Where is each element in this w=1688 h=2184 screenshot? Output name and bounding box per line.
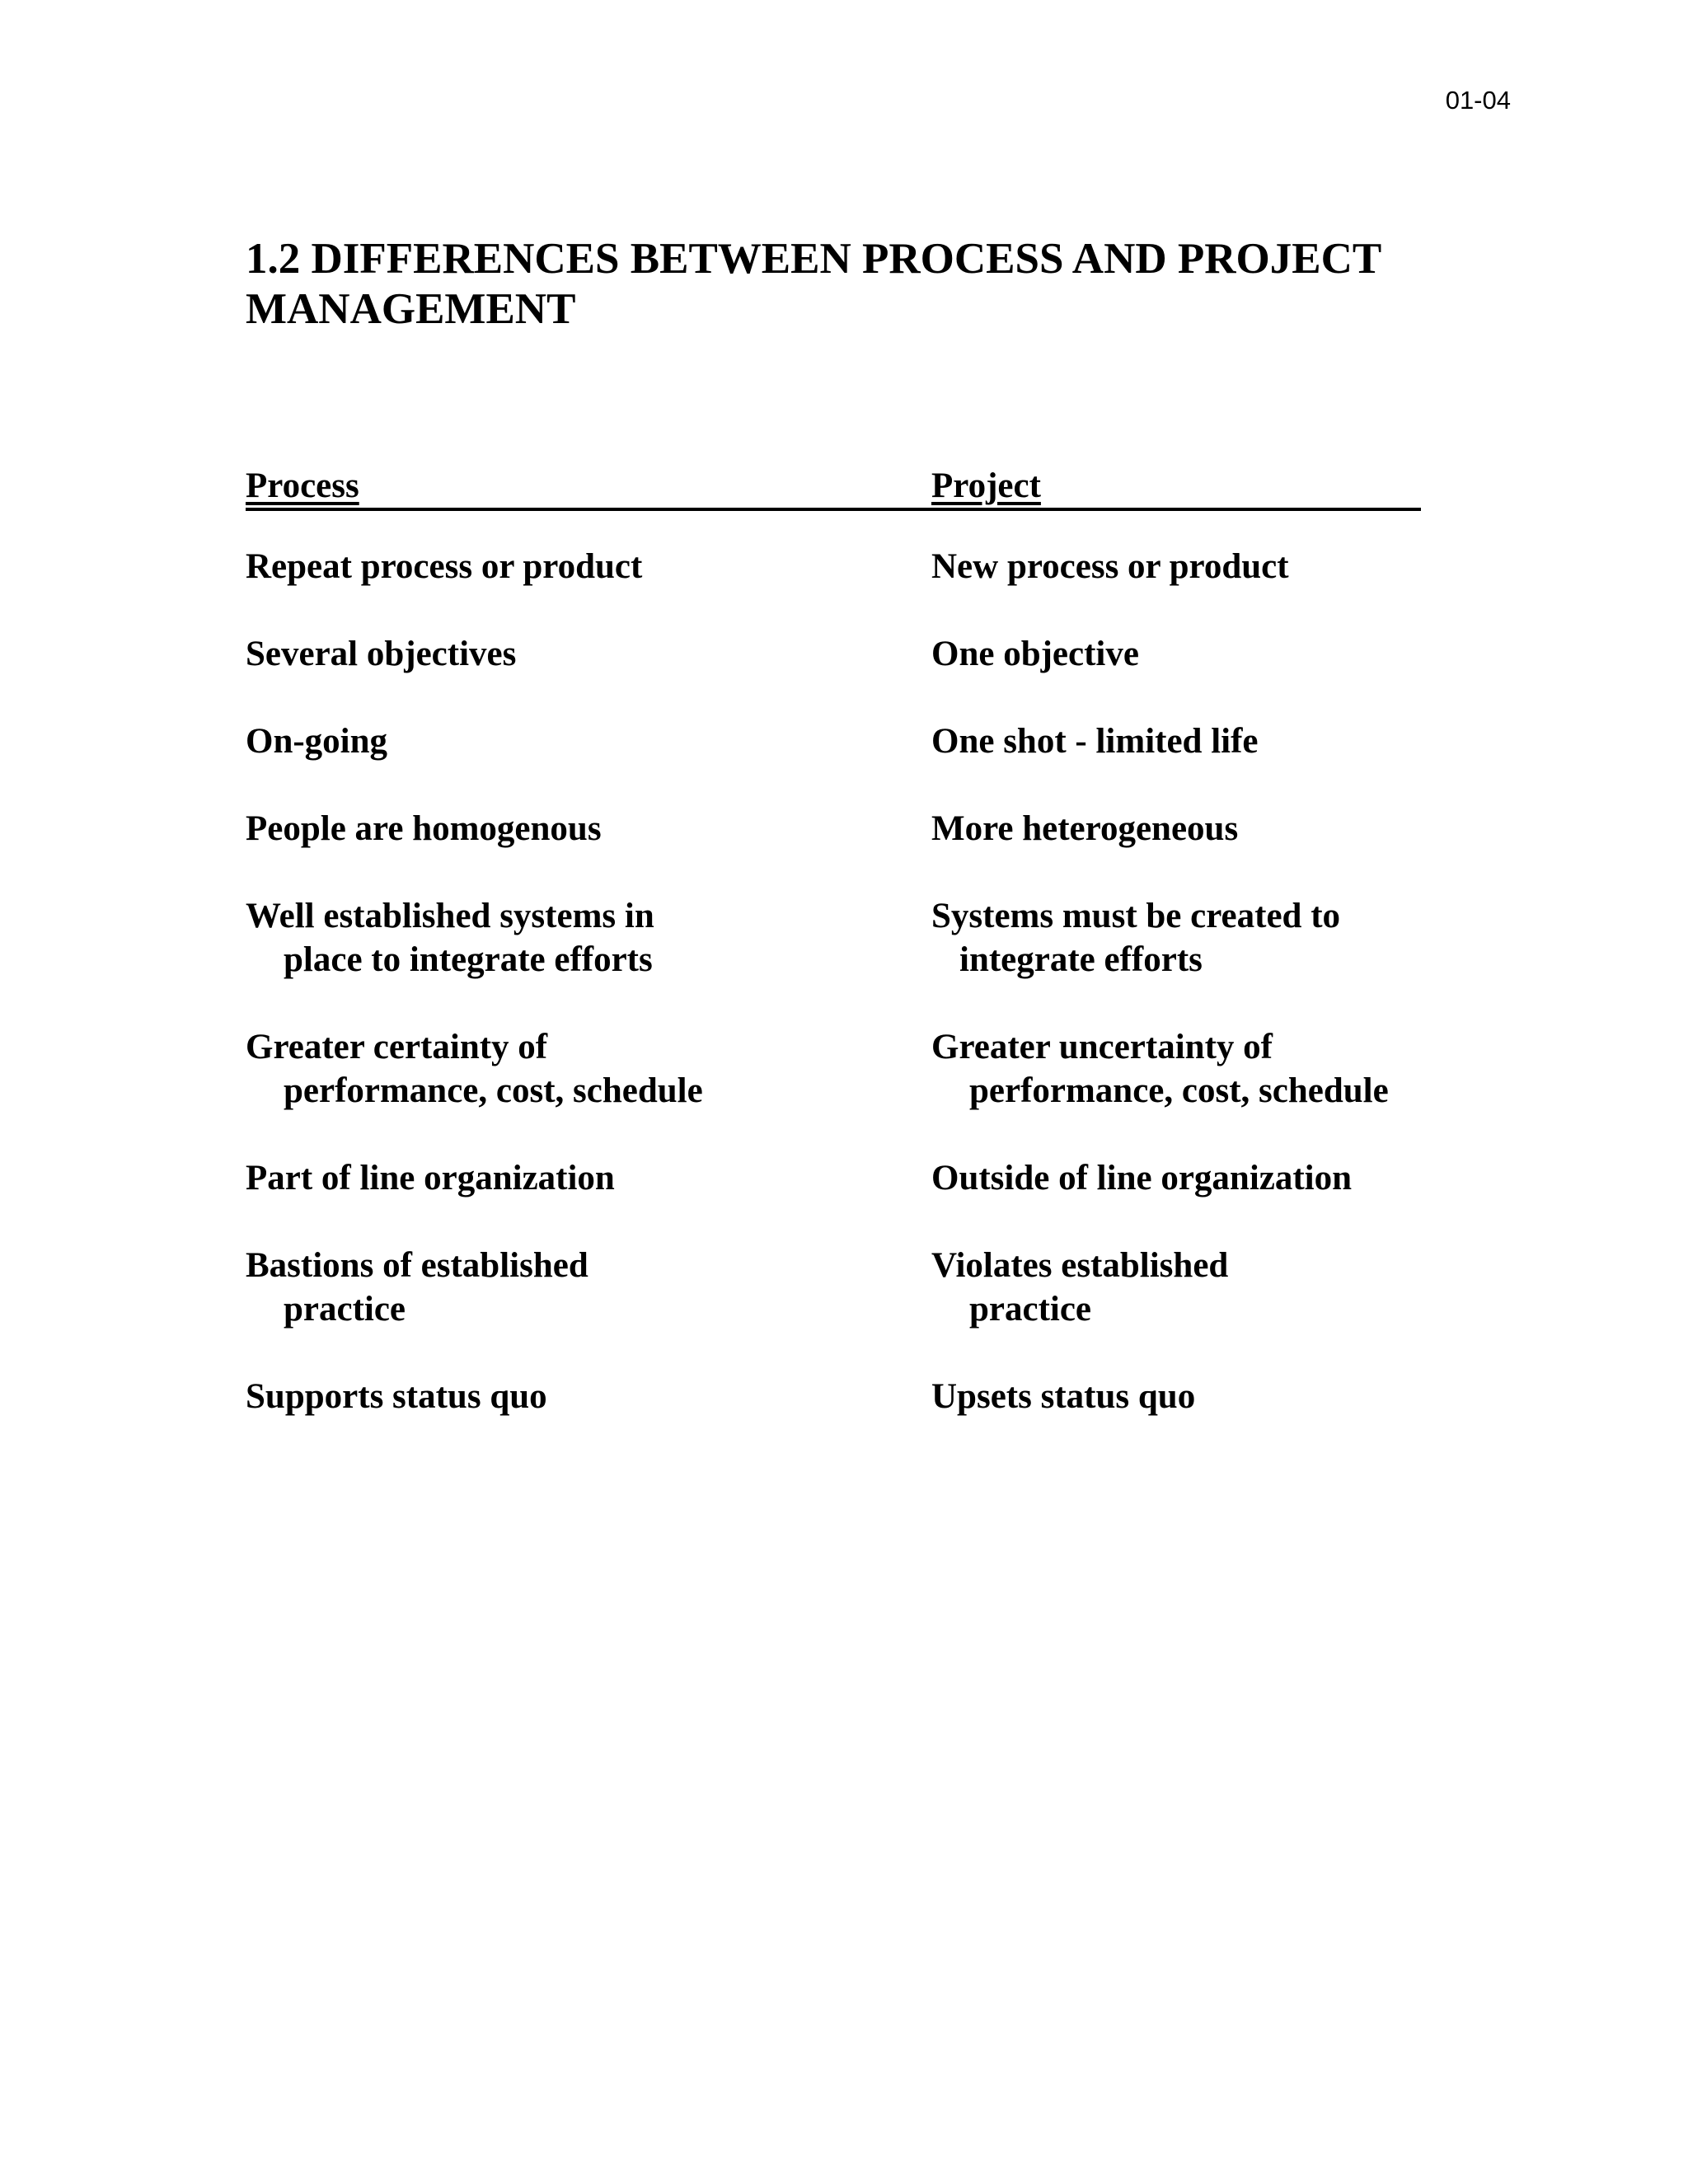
table-row [246,894,1421,982]
table-row [246,719,1421,763]
process-text-continued: place to integrate efforts [284,940,653,979]
process-text: Greater certainty of [246,1028,548,1066]
process-cell [246,1244,931,1331]
process-cell [246,545,931,588]
table-row [246,632,1421,676]
project-text: One objective [931,635,1139,673]
process-text: Part of line organization [246,1159,615,1197]
process-text: Several objectives [246,635,517,673]
table-header [246,465,1421,511]
process-text-continued: performance, cost, schedule [284,1071,703,1110]
process-cell [246,807,931,851]
column-header-project: Project [931,466,1041,505]
table-body [246,511,1421,1418]
project-text: Violates established [931,1246,1229,1285]
project-cell [931,545,1421,588]
project-cell [931,719,1421,763]
table-row [246,545,1421,588]
project-text: Systems must be created to [931,897,1341,935]
project-cell [931,807,1421,851]
process-text: Well established systems in [246,897,654,935]
project-text: Outside of line organization [931,1159,1353,1197]
project-cell [931,1156,1421,1200]
table-row [246,1025,1421,1113]
project-cell [931,1244,1421,1331]
table-row [246,1244,1421,1331]
comparison-table [246,465,1421,1418]
project-cell [931,632,1421,676]
project-text: Greater uncertainty of [931,1028,1273,1066]
process-cell [246,1375,931,1418]
process-cell [246,719,931,763]
project-cell [931,894,1421,982]
process-text: On-going [246,722,388,761]
process-text: Supports status quo [246,1377,547,1416]
page-number: 01-04 [1445,86,1511,115]
project-text-continued: integrate efforts [959,940,1203,979]
project-cell [931,1025,1421,1113]
table-row [246,1375,1421,1418]
process-cell [246,894,931,982]
table-row [246,1156,1421,1200]
process-text: Bastions of established [246,1246,588,1285]
process-cell [246,1025,931,1113]
process-text: Repeat process or product [246,547,643,586]
process-cell [246,632,931,676]
project-text: More heterogeneous [931,809,1239,848]
project-text: One shot - limited life [931,722,1259,761]
table-row [246,807,1421,851]
process-cell [246,1156,931,1200]
project-text: New process or product [931,547,1289,586]
page-title: 1.2 DIFFERENCES BETWEEN PROCESS AND PROJECT MANAGEMENT [246,235,1381,333]
project-cell [931,1375,1421,1418]
process-text: People are homogenous [246,809,602,848]
project-text: Upsets status quo [931,1377,1196,1416]
project-text-continued: performance, cost, schedule [969,1071,1389,1110]
column-header-process: Process [246,466,359,505]
project-text-continued: practice [969,1290,1092,1329]
process-text-continued: practice [284,1290,406,1329]
